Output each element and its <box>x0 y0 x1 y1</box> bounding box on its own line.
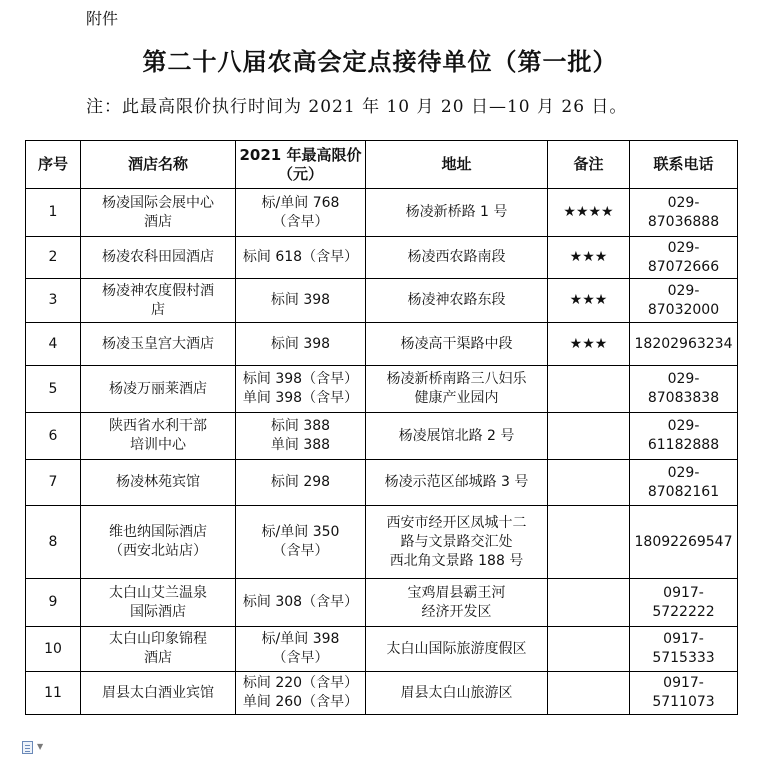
cell-index: 3 <box>26 279 81 323</box>
cell-name: 杨凌神农度假村酒 店 <box>81 279 236 323</box>
cell-address: 西安市经开区凤城十二 路与文景路交汇处 西北角文景路 188 号 <box>366 506 548 579</box>
cell-phone: 029-87083838 <box>630 366 738 413</box>
reception-units-table <box>25 140 738 715</box>
cell-index: 1 <box>26 189 81 237</box>
cell-star-rating: ★★★ <box>548 237 630 279</box>
cell-price: 标间 398 <box>236 279 366 323</box>
attachment-label: 附件 <box>86 9 119 28</box>
cell-star-rating <box>548 366 630 413</box>
cell-price: 标间 388 单间 388 <box>236 413 366 460</box>
document-icon[interactable] <box>22 741 33 754</box>
page-title: 第二十八届农高会定点接待单位（第一批） <box>142 48 618 76</box>
header-index: 序号 <box>26 141 81 189</box>
cell-index: 11 <box>26 672 81 715</box>
table-row <box>26 413 738 460</box>
cell-address: 杨凌神农路东段 <box>366 279 548 323</box>
cell-index: 10 <box>26 627 81 672</box>
cell-name: 眉县太白酒业宾馆 <box>81 672 236 715</box>
header-address: 地址 <box>366 141 548 189</box>
cell-index: 8 <box>26 506 81 579</box>
cell-address: 杨凌展馆北路 2 号 <box>366 413 548 460</box>
cell-price: 标间 398 <box>236 323 366 366</box>
cell-phone: 029-61182888 <box>630 413 738 460</box>
cell-name: 太白山印象锦程 酒店 <box>81 627 236 672</box>
cell-price: 标/单间 398 （含早） <box>236 627 366 672</box>
cell-name: 杨凌林苑宾馆 <box>81 460 236 506</box>
header-name: 酒店名称 <box>81 141 236 189</box>
table-row <box>26 506 738 579</box>
cell-star-rating: ★★★ <box>548 279 630 323</box>
cell-price: 标间 220（含早） 单间 260（含早） <box>236 672 366 715</box>
cell-name: 杨凌农科田园酒店 <box>81 237 236 279</box>
cell-phone: 18092269547 <box>630 506 738 579</box>
cell-price: 标间 398（含早） 单间 398（含早） <box>236 366 366 413</box>
cell-phone: 18202963234 <box>630 323 738 366</box>
cell-address: 杨凌西农路南段 <box>366 237 548 279</box>
cell-price: 标间 298 <box>236 460 366 506</box>
cell-price: 标/单间 768 （含早） <box>236 189 366 237</box>
cell-index: 6 <box>26 413 81 460</box>
table-row <box>26 460 738 506</box>
cell-phone: 029-87072666 <box>630 237 738 279</box>
cell-price: 标/单间 350 （含早） <box>236 506 366 579</box>
header-phone: 联系电话 <box>630 141 738 189</box>
cell-phone: 029-87032000 <box>630 279 738 323</box>
cell-star-rating <box>548 506 630 579</box>
header-price: 2021 年最高限价 （元） <box>236 141 366 189</box>
cell-star-rating: ★★★ <box>548 323 630 366</box>
table-row <box>26 672 738 715</box>
table-header-row <box>26 141 738 189</box>
cell-address: 宝鸡眉县霸王河 经济开发区 <box>366 579 548 627</box>
cell-name: 太白山艾兰温泉 国际酒店 <box>81 579 236 627</box>
header-remark: 备注 <box>548 141 630 189</box>
cell-phone: 0917-5722222 <box>630 579 738 627</box>
cell-phone: 029-87036888 <box>630 189 738 237</box>
dropdown-caret-icon[interactable]: ▼ <box>37 742 44 751</box>
cell-index: 5 <box>26 366 81 413</box>
cell-price: 标间 308（含早） <box>236 579 366 627</box>
cell-address: 眉县太白山旅游区 <box>366 672 548 715</box>
cell-address: 杨凌高干渠路中段 <box>366 323 548 366</box>
cell-address: 杨凌示范区邰城路 3 号 <box>366 460 548 506</box>
cell-name: 维也纳国际酒店 （西安北站店） <box>81 506 236 579</box>
cell-address: 杨凌新桥路 1 号 <box>366 189 548 237</box>
cell-index: 4 <box>26 323 81 366</box>
cell-star-rating: ★★★★ <box>548 189 630 237</box>
cell-star-rating <box>548 627 630 672</box>
cell-phone: 0917-5715333 <box>630 627 738 672</box>
table-row <box>26 627 738 672</box>
cell-name: 杨凌玉皇宫大酒店 <box>81 323 236 366</box>
table-row <box>26 189 738 237</box>
cell-name: 陕西省水利干部 培训中心 <box>81 413 236 460</box>
table-row <box>26 279 738 323</box>
cell-index: 2 <box>26 237 81 279</box>
cell-price: 标间 618（含早） <box>236 237 366 279</box>
cell-phone: 029-87082161 <box>630 460 738 506</box>
cell-phone: 0917-5711073 <box>630 672 738 715</box>
cell-index: 9 <box>26 579 81 627</box>
table-row <box>26 579 738 627</box>
table-row <box>26 237 738 279</box>
cell-name: 杨凌国际会展中心 酒店 <box>81 189 236 237</box>
table-row <box>26 366 738 413</box>
table-row <box>26 323 738 366</box>
cell-star-rating <box>548 672 630 715</box>
cell-star-rating <box>548 579 630 627</box>
cell-star-rating <box>548 413 630 460</box>
price-note: 注：此最高限价执行时间为 2021 年 10 月 20 日—10 月 26 日。 <box>86 97 628 117</box>
cell-star-rating <box>548 460 630 506</box>
cell-index: 7 <box>26 460 81 506</box>
cell-name: 杨凌万丽莱酒店 <box>81 366 236 413</box>
cell-address: 杨凌新桥南路三八妇乐 健康产业园内 <box>366 366 548 413</box>
cell-address: 太白山国际旅游度假区 <box>366 627 548 672</box>
